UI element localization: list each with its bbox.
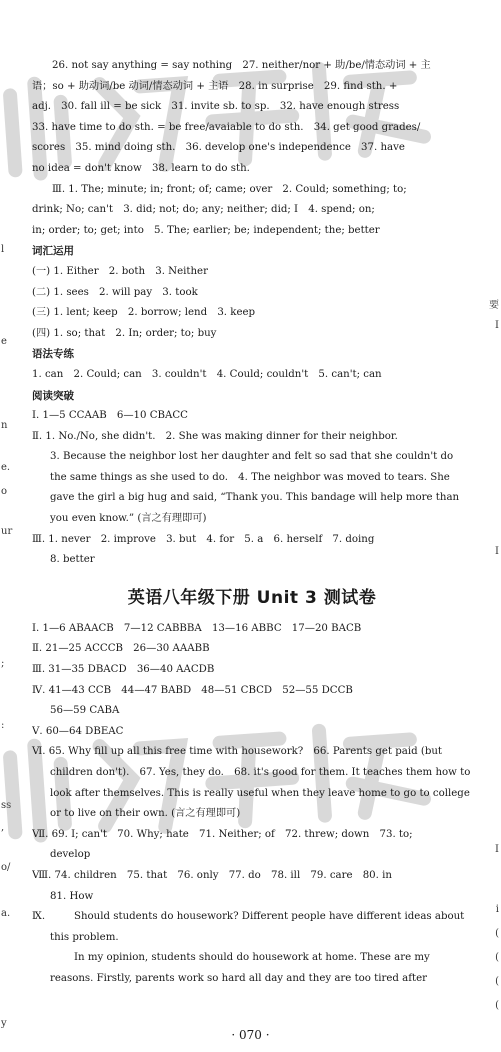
fringe-char: 要 <box>489 300 499 311</box>
fringe-char: ur <box>1 526 13 537</box>
text-line: 26. not say anything = say nothing 27. neither/nor + 助/be/情态动词 + 主 <box>52 60 431 71</box>
text-line: Ⅷ. 74. children 75. that 76. only 77. do 78. ill 79. care 80. in <box>32 869 392 881</box>
text-line: (四) 1. so; that 2. In; order; to; buy <box>32 327 217 339</box>
text-line: Ⅱ. 1. No./No, she didn't. 2. She was making dinner for their neighbor. <box>32 430 398 442</box>
text-line: Ⅴ. 60—64 DBEAC <box>32 725 124 737</box>
test-answers <box>32 619 472 990</box>
fringe-char: y <box>1 1018 7 1029</box>
fringe-char: ss <box>1 800 12 811</box>
text-line: 语；so + 助动词/be 动词/情态动词 + 主语 28. in surprise 29. find sth. + <box>32 80 398 92</box>
text-line: 1. can 2. Could; can 3. couldn't 4. Could; couldn't 5. can't; can <box>32 368 382 380</box>
text-paragraph: Ⅵ. 65. Why fill up all this free time with housework? 66. Parents get paid (but children don't). 67. Yes, they do. 68. it's good for them. It teaches them how to look after themselves. This is really useful when they leave home to go to college or to live on their own. (言之有理即可) <box>32 746 471 820</box>
reading-section <box>32 386 472 571</box>
fringe-char: I <box>495 546 499 557</box>
text-line: (三) 1. lent; keep 2. borrow; lend 3. keep <box>32 307 256 319</box>
fringe-char: i <box>495 904 499 915</box>
text-line: 56—59 CABA <box>50 705 120 717</box>
fringe-char: ( <box>495 976 499 987</box>
text-line: drink; No; can't 3. did; not; do; any; neither; did; I 4. spend; on; <box>32 204 375 216</box>
fringe-char: : <box>1 720 5 731</box>
text-line: Ⅳ. 41—43 CCB 44—47 BABD 48—51 CBCD 52—55 DCCB <box>32 684 353 696</box>
fringe-char: ; <box>1 658 5 669</box>
text-line: Ⅲ. 1. The; minute; in; front; of; came; over 2. Could; something; to; <box>52 183 407 195</box>
vocab-section <box>32 241 472 344</box>
fringe-char: e. <box>1 462 11 473</box>
phrase-section <box>32 56 472 180</box>
answer-key-content <box>32 56 472 990</box>
text-line: Ⅶ. 69. I; can't 70. Why; hate 71. Neither; of 72. threw; down 73. to; <box>32 828 413 840</box>
text-line: Ⅰ. 1—6 ABAACB 7—12 CABBBA 13—16 ABBC 17—20 BACB <box>32 622 362 634</box>
fringe-char: l <box>1 244 5 255</box>
text-line: (一) 1. Either 2. both 3. Neither <box>32 265 208 277</box>
text-paragraph: 3. Because the neighbor lost her daughter and felt so sad that she couldn't do the same things as she used to do. 4. The neighbor was moved to tears. She gave the girl a big hug and said, “Thank you. This bandage will help more than you even know.” (言之有理即可) <box>50 451 460 525</box>
fringe-char: ( <box>495 928 499 939</box>
fringe-char: I <box>495 320 499 331</box>
text-line: Ⅲ. 31—35 DBACD 36—40 AACDB <box>32 664 215 676</box>
fringe-char: a. <box>1 908 11 919</box>
left-page-fringe <box>0 0 24 1052</box>
text-line: Ⅱ. 21—25 ACCCB 26—30 AAABB <box>32 643 210 655</box>
text-line: Ⅰ. 1—5 CCAAB 6—10 CBACC <box>32 410 188 422</box>
section-three-answers <box>32 180 472 242</box>
essay-block <box>32 907 472 989</box>
fringe-char: ( <box>495 952 499 963</box>
section-heading: 阅读突破 <box>32 389 74 402</box>
text-line: develop <box>50 849 91 861</box>
text-line: in; order; to; get; into 5. The; earlier; be; independent; the; better <box>32 224 380 236</box>
test-title: 英语八年级下册 Unit 3 测试卷 <box>127 587 377 608</box>
essay-paragraph: Should students do housework? Different people have different ideas about this problem. <box>50 911 465 943</box>
fringe-char: ( <box>495 1000 499 1011</box>
text-line: no idea = don't know 38. learn to do sth. <box>32 162 250 174</box>
text-line: 33. have time to do sth. = be free/avaiable to do sth. 34. get good grades/ <box>32 121 421 133</box>
essay-paragraph: In my opinion, students should do housework at home. These are my reasons. Firstly, parents work so hard all day and they are too tired after <box>50 952 430 984</box>
fringe-char: o <box>1 486 8 497</box>
text-line: scores 35. mind doing sth. 36. develop one's independence 37. have <box>32 142 405 154</box>
section-heading: 词汇运用 <box>32 245 74 258</box>
section-heading: 语法专练 <box>32 348 74 361</box>
grammar-section <box>32 344 472 385</box>
text-line: (二) 1. sees 2. will pay 3. took <box>32 286 198 298</box>
fringe-char: n <box>1 420 8 431</box>
fringe-char: I <box>495 844 499 855</box>
fringe-char: , <box>1 822 5 833</box>
fringe-char: o/ <box>1 862 11 873</box>
text-line: adj. 30. fall ill = be sick 31. invite sb. to sp. 32. have enough stress <box>32 101 400 113</box>
text-line: 81. How <box>50 890 94 902</box>
text-line: Ⅲ. 1. never 2. improve 3. but 4. for 5. a 6. herself 7. doing <box>32 533 375 545</box>
page-number: · 070 · <box>231 1028 270 1042</box>
fringe-char: e <box>1 336 7 347</box>
text-line: 8. better <box>50 554 95 566</box>
right-page-fringe <box>477 0 501 1052</box>
section-label: Ⅸ. <box>32 911 46 923</box>
